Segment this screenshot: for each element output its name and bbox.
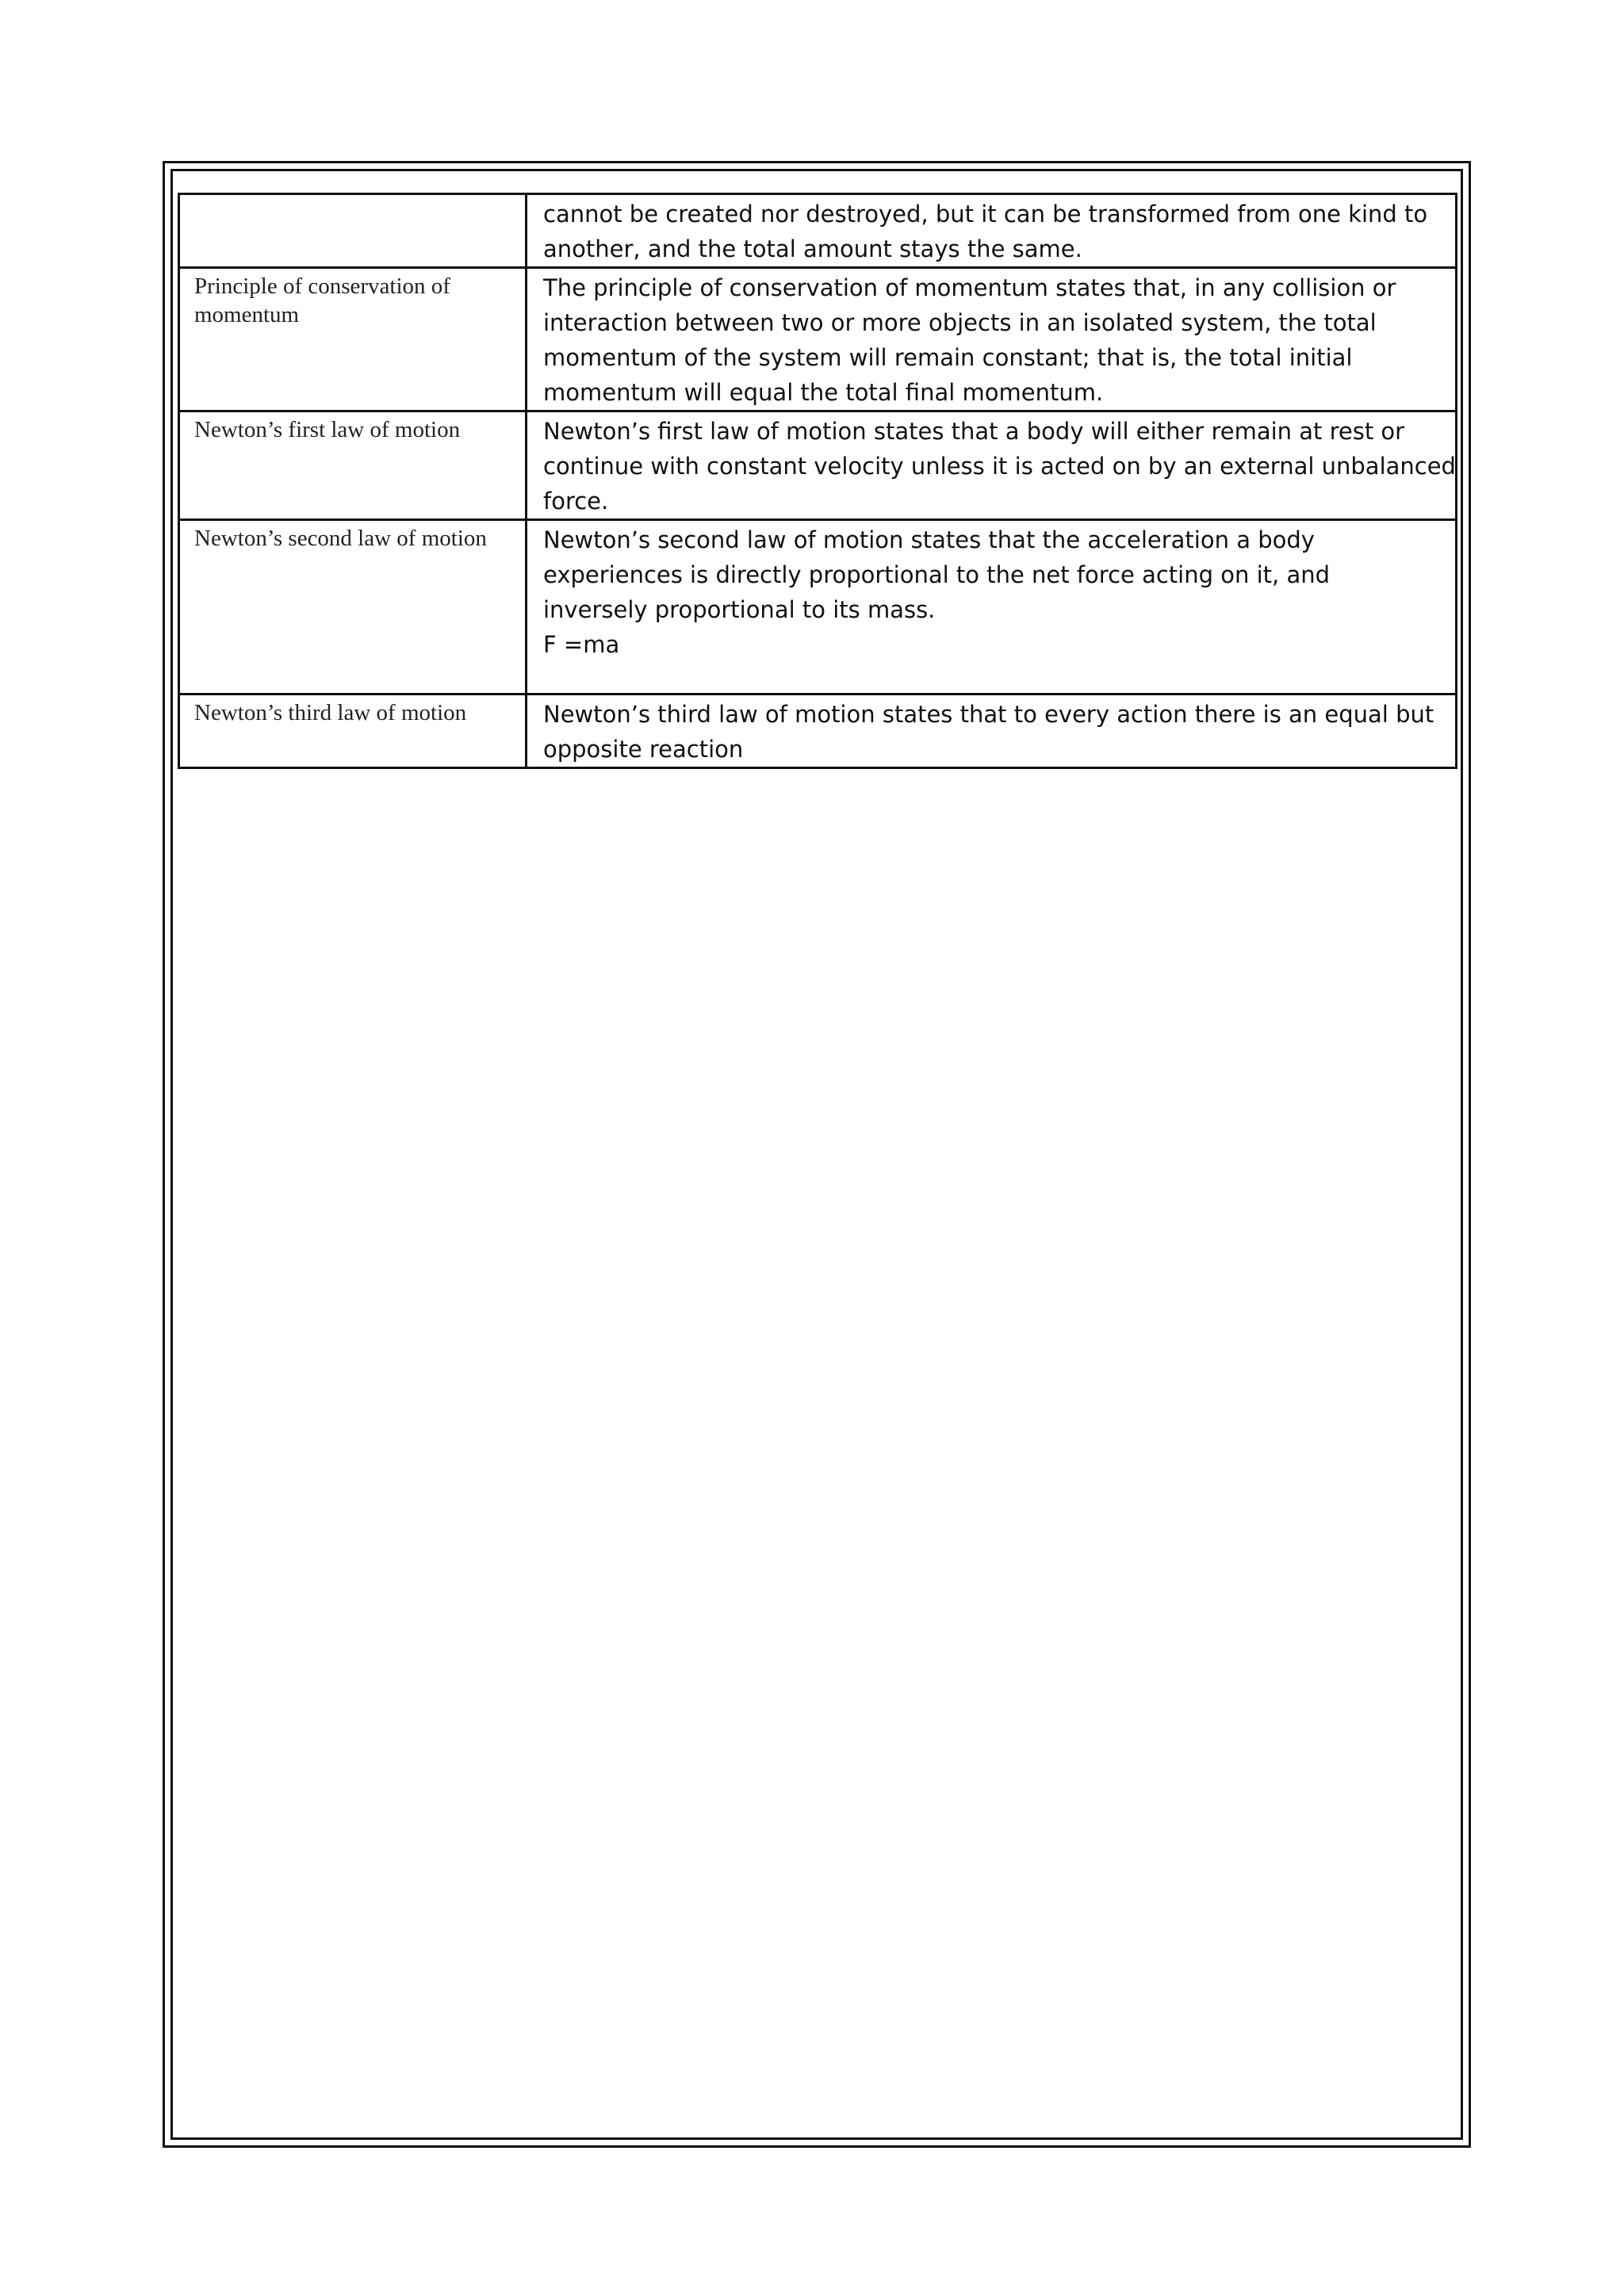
term-cell: [179, 695, 527, 768]
definition-cell: [527, 268, 1457, 411]
term-line: Newton’s second law of motion: [194, 526, 487, 551]
definition-line: momentum of the system will remain constant; that is, the total initial: [543, 344, 1353, 371]
definition-line: cannot be created nor destroyed, but it can be transformed from one kind to: [543, 201, 1428, 228]
term-line: Principle of conservation of: [194, 274, 450, 299]
definition-line: momentum will equal the total final momentum.: [543, 379, 1104, 406]
term-cell: [179, 411, 527, 520]
definition-line: Newton’s second law of motion states that the acceleration a body: [543, 526, 1315, 553]
definition-cell: [527, 520, 1457, 695]
table-row: [179, 411, 1457, 520]
definition-line: interaction between two or more objects in an isolated system, the total: [543, 309, 1377, 336]
definition-line: Newton’s first law of motion states that a body will either remain at rest or: [543, 418, 1405, 445]
table-row: [179, 194, 1457, 268]
term-cell: [179, 194, 527, 268]
definition-line: inversely proportional to its mass.: [543, 596, 936, 623]
definition-cell: [527, 695, 1457, 768]
definition-cell: [527, 194, 1457, 268]
formula-line: F =ma: [543, 631, 620, 658]
definition-line: another, and the total amount stays the same.: [543, 235, 1082, 262]
term-cell: [179, 520, 527, 695]
glossary-table: [178, 193, 1457, 769]
definition-line: The principle of conservation of momentum states that, in any collision or: [543, 274, 1396, 301]
definition-line: experiences is directly proportional to the net force acting on it, and: [543, 561, 1331, 588]
definition-cell: [527, 411, 1457, 520]
term-line: momentum: [194, 302, 300, 327]
definition-line: Newton’s third law of motion states that to every action there is an equal but: [543, 701, 1434, 728]
term-line: Newton’s first law of motion: [194, 417, 461, 442]
table-row: [179, 520, 1457, 695]
definition-line: opposite reaction: [543, 736, 744, 763]
table-row: [179, 268, 1457, 411]
definition-line: force.: [543, 488, 609, 515]
term-cell: [179, 268, 527, 411]
definition-line: continue with constant velocity unless it is acted on by an external unbalanced: [543, 453, 1456, 480]
term-line: Newton’s third law of motion: [194, 700, 467, 725]
table-row: [179, 695, 1457, 768]
